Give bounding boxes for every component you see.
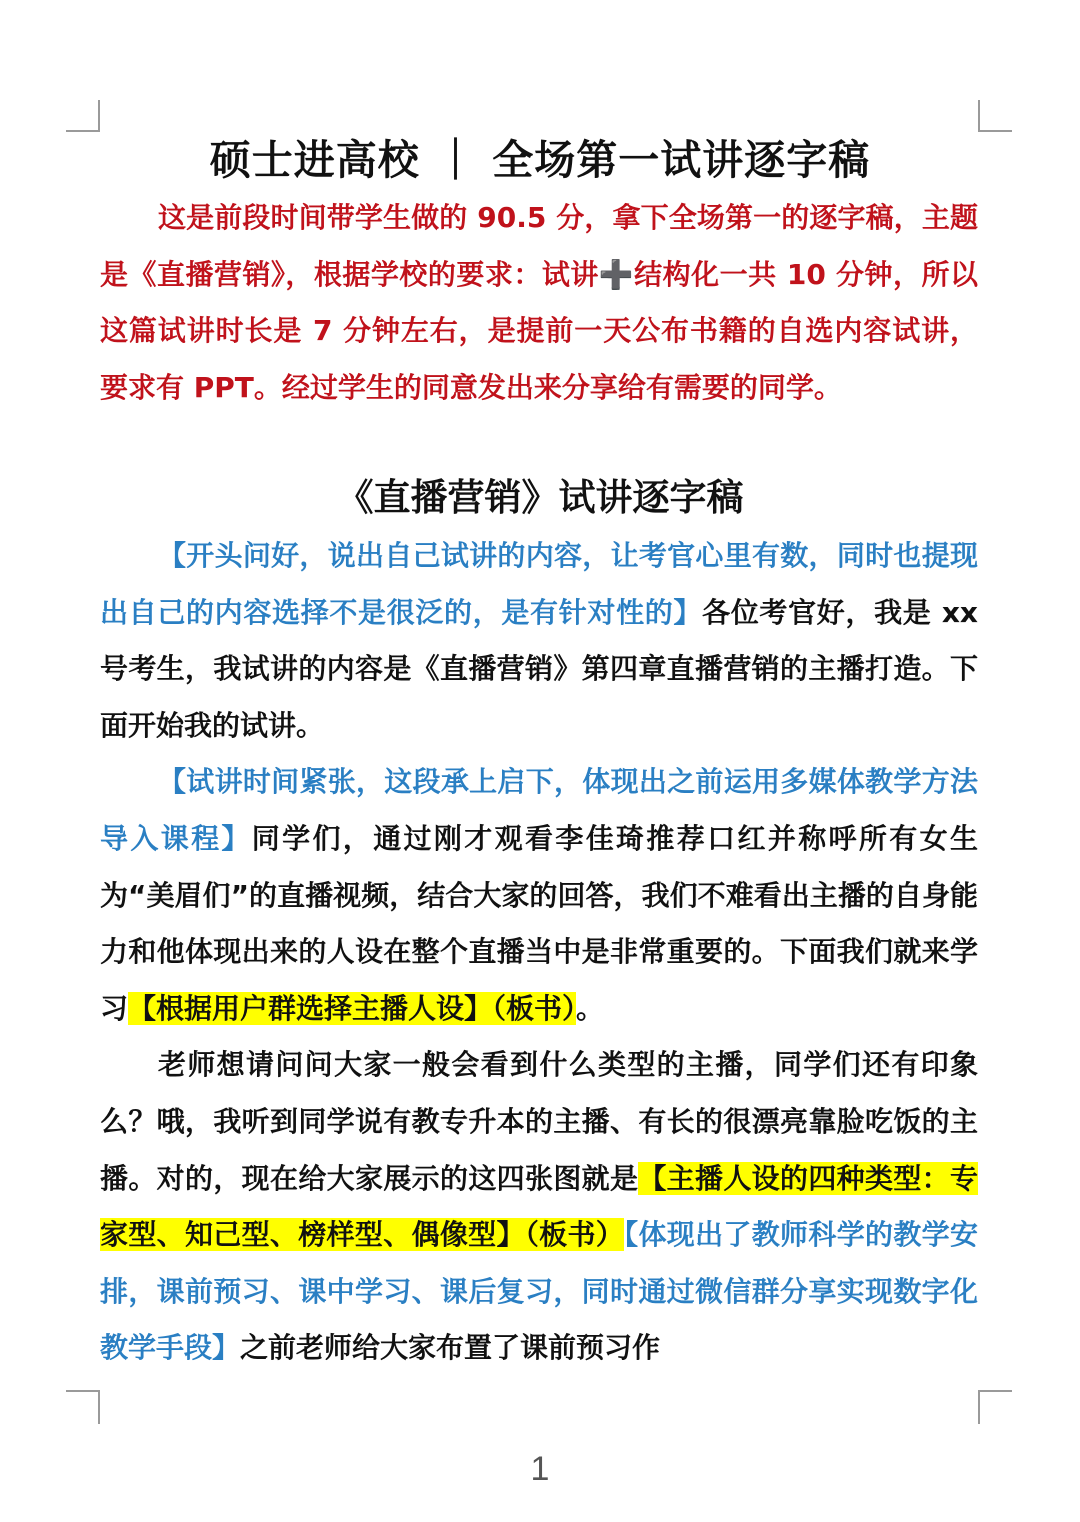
highlighted-board-text: 【根据用户群选择主播人设】（板书）	[128, 991, 577, 1025]
paragraph-text: 同学们，通过刚才观看李佳琦推荐口红并称呼所有女生为“美眉们”的直播视频，结合大家的回答，我们不难看出主播的自身能力和他体现出来的人设在整个直播当中是非常重要的。下面我们就来学习	[100, 821, 978, 1025]
teaching-note: 【试讲时间紧张，这段承上启下，体现出之前运用多媒体教学方法导入课程】	[100, 765, 978, 855]
paragraph-anchor-types	[100, 1037, 978, 1377]
highlighted-board-text: 【主播人设的四种类型：专家型、知己型、榜样型、偶像型】（板书）	[100, 1161, 978, 1252]
paragraph-end: 之前老师给大家布置了课前预习作	[240, 1331, 661, 1365]
page-title: 硕士进高校 ｜ 全场第一试讲逐字稿	[209, 136, 871, 184]
crop-mark-top-right	[978, 100, 1012, 132]
crop-mark-bottom-left	[66, 1390, 100, 1424]
page-number: 1	[530, 1450, 550, 1488]
crop-mark-top-left	[66, 100, 100, 132]
crop-mark-bottom-right	[978, 1390, 1012, 1424]
document-body	[100, 528, 978, 1377]
paragraph-text: 老师想请问问大家一般会看到什么类型的主播，同学们还有印象么？哦，我听到同学说有教专升本的主播、有长的很漂亮靠脸吃饭的主播。对的，现在给大家展示的这四张图就是	[100, 1048, 978, 1195]
paragraph-transition	[100, 754, 978, 1037]
teaching-note: 【开头问好，说出自己试讲的内容，让考官心里有数，同时也提现出自己的内容选择不是很泛的，是有针对性的】	[100, 539, 978, 629]
paragraph-opening	[100, 528, 978, 754]
intro-paragraph: 这是前段时间带学生做的 90.5 分，拿下全场第一的逐字稿，主题是《直播营销》，根据学校的要求：试讲➕结构化一共 10 分钟，所以这篇试讲时长是 7 分钟左右，是提前一天公布书籍的自选内容试讲，要求有 PPT。经过学生的同意发出来分享给有需要的同学。	[100, 201, 978, 404]
teaching-note: 【体现出了教师科学的教学安排，课前预习、课中学习、课后复习，同时通过微信群分享实现数字化教学手段】	[100, 1218, 978, 1365]
paragraph-end: 。	[576, 991, 605, 1025]
paragraph-text: 各位考官好，我是 xx 号考生，我试讲的内容是《直播营销》第四章直播营销的主播打造。下面开始我的试讲。	[100, 595, 978, 742]
section-title: 《直播营销》试讲逐字稿	[336, 476, 744, 519]
